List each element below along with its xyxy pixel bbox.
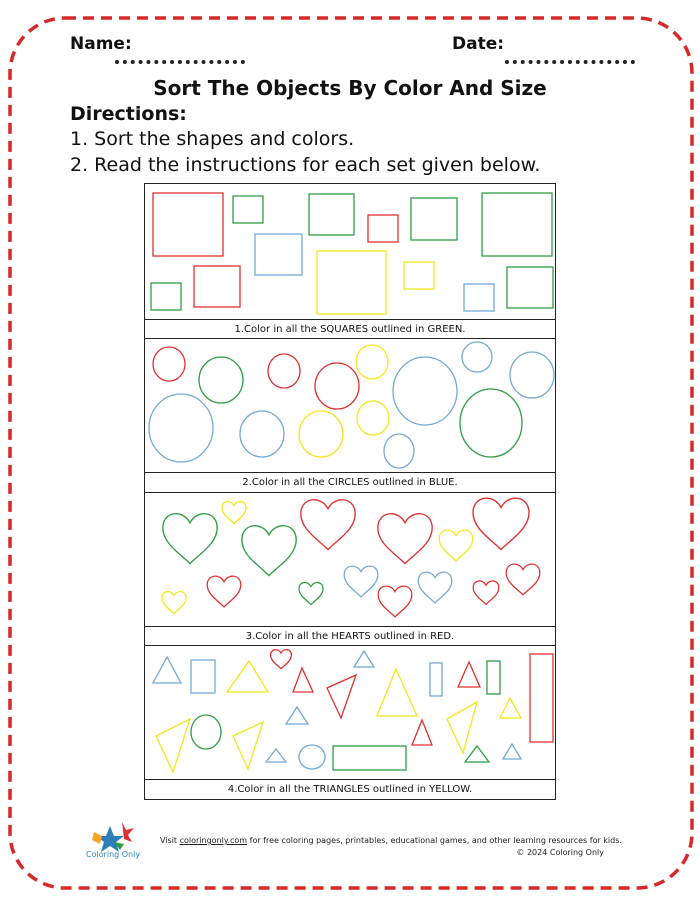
- heart-shape: [301, 500, 355, 550]
- circle-shape: [356, 345, 388, 379]
- circle-shape: [393, 357, 457, 425]
- name-field[interactable]: [115, 60, 245, 64]
- square-shape: [411, 198, 457, 240]
- oval-shape: [299, 745, 325, 769]
- square-shape: [464, 284, 494, 311]
- rectangle-shape: [191, 660, 215, 693]
- hearts-drawing: [145, 493, 557, 627]
- square-shape: [317, 251, 386, 314]
- triangle-shape: [354, 651, 374, 667]
- triangle-shape: [327, 675, 356, 718]
- circle-shape: [462, 342, 492, 372]
- heart-shape: [222, 502, 246, 524]
- triangle-shape: [153, 657, 181, 683]
- square-shape: [194, 266, 240, 307]
- square-shape: [482, 193, 552, 256]
- square-shape: [404, 262, 434, 289]
- heart-shape: [439, 530, 473, 561]
- footer-visit-text: [160, 836, 622, 845]
- square-shape: [153, 193, 223, 256]
- heart-shape: [473, 581, 499, 604]
- oval-shape: [191, 715, 221, 749]
- directions-heading: Directions:: [70, 103, 187, 125]
- triangle-shape: [465, 746, 489, 762]
- panel-circles: [144, 338, 556, 493]
- page-title: Sort The Objects By Color And Size: [153, 76, 547, 100]
- heart-shape: [162, 592, 186, 614]
- triangle-shape: [503, 744, 521, 759]
- circle-shape: [510, 352, 554, 398]
- heart-shape: [378, 586, 412, 617]
- panel-caption: 4.Color in all the TRIANGLES outlined in YELLOW.: [145, 779, 555, 799]
- squares-drawing: [145, 184, 557, 320]
- circle-shape: [153, 347, 185, 381]
- date-label: Date:: [452, 34, 505, 54]
- triangle-shape: [500, 698, 521, 718]
- square-shape: [368, 215, 398, 242]
- name-label: Name:: [70, 34, 132, 54]
- circle-shape: [460, 389, 522, 457]
- coloringonly-link[interactable]: coloringonly.com: [179, 836, 248, 845]
- circle-shape: [240, 411, 284, 457]
- square-shape: [151, 283, 181, 310]
- heart-shape: [299, 583, 323, 605]
- square-shape: [507, 267, 553, 308]
- circle-shape: [149, 394, 213, 462]
- circle-shape: [299, 411, 343, 457]
- panel-caption: 2.Color in all the CIRCLES outlined in BLUE.: [145, 472, 555, 492]
- panel-caption: 1.Color in all the SQUARES outlined in GREEN.: [145, 319, 555, 338]
- panel-caption: 3.Color in all the HEARTS outlined in RED.: [145, 626, 555, 645]
- heart-shape: [242, 526, 296, 576]
- circle-shape: [357, 401, 389, 435]
- rectangle-shape: [430, 663, 442, 696]
- square-shape: [255, 234, 302, 275]
- triangle-shape: [412, 720, 432, 745]
- circle-shape: [384, 434, 414, 468]
- heart-shape: [378, 514, 432, 564]
- panel-triangles: [144, 645, 556, 800]
- copyright-text: © 2024 Coloring Only: [516, 848, 604, 857]
- panel-hearts: [144, 492, 556, 646]
- direction-item-1: 1. Sort the shapes and colors.: [70, 128, 355, 150]
- date-field[interactable]: [505, 60, 635, 64]
- triangle-shape: [458, 662, 480, 687]
- triangle-shape: [293, 668, 313, 692]
- triangle-shape: [156, 719, 190, 772]
- square-shape: [309, 194, 354, 235]
- triangle-shape: [266, 749, 286, 762]
- triangle-shape: [447, 702, 477, 753]
- circle-shape: [268, 354, 300, 388]
- panel-squares: [144, 183, 556, 339]
- triangle-shape: [286, 707, 308, 724]
- heart-shape: [163, 514, 217, 564]
- circle-shape: [199, 357, 243, 403]
- square-shape: [233, 196, 263, 223]
- footer-visit-suffix: for free coloring pages, printables, educational games, and other learning resources for kids.: [247, 836, 622, 845]
- triangles-drawing: [145, 646, 557, 781]
- triangle-shape: [233, 722, 263, 769]
- triangle-shape: [227, 661, 268, 692]
- heart-shape: [207, 576, 241, 607]
- logo-text: Coloring Only: [86, 850, 141, 859]
- heart-shape: [344, 566, 378, 597]
- heart-shape: [271, 650, 292, 669]
- heart-shape: [418, 572, 452, 603]
- circle-shape: [315, 363, 359, 409]
- rectangle-shape: [333, 746, 406, 770]
- circles-drawing: [145, 339, 557, 474]
- direction-item-2: 2. Read the instructions for each set given below.: [70, 154, 541, 176]
- rectangle-shape: [487, 661, 500, 694]
- heart-shape: [506, 564, 540, 595]
- rectangle-shape: [530, 654, 553, 742]
- footer-visit-prefix: Visit: [160, 836, 180, 845]
- heart-shape: [473, 498, 529, 549]
- triangle-shape: [377, 669, 417, 716]
